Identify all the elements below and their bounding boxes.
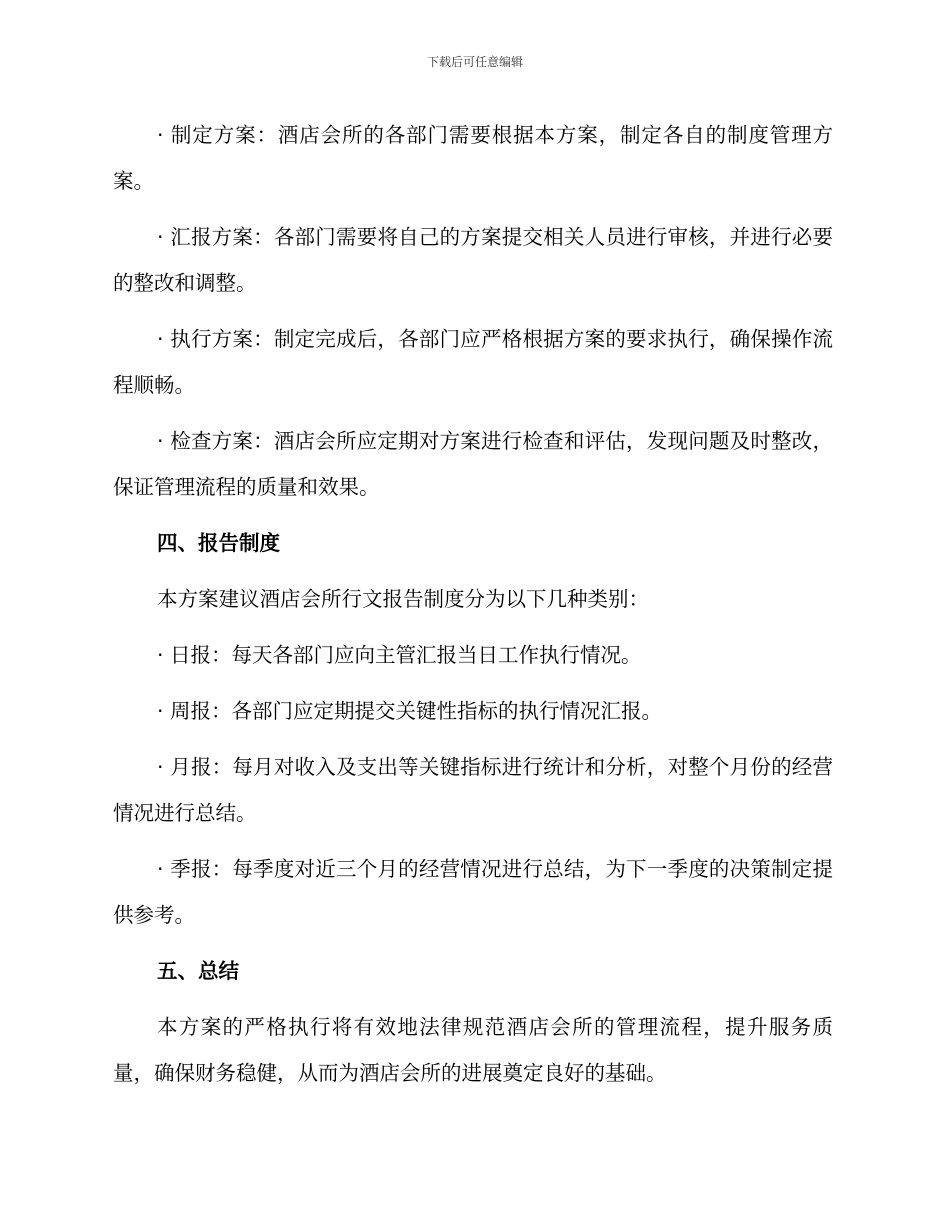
bullet-paragraph-inspect-plan: · 检查方案：酒店会所应定期对方案进行检查和评估，发现问题及时整改，保证管理流程的质量和效果。 bbox=[113, 429, 833, 499]
bullet-paragraph-formulate-plan: · 制定方案：酒店会所的各部门需要根据本方案，制定各自的制度管理方案。 bbox=[113, 123, 833, 193]
summary-paragraph: 本方案的严格执行将有效地法律规范酒店会所的管理流程，提升服务质量，确保财务稳健，从而为酒店会所的进展奠定良好的基础。 bbox=[113, 1015, 833, 1085]
bullet-paragraph-execute-plan: · 执行方案：制定完成后，各部门应严格根据方案的要求执行，确保操作流程顺畅。 bbox=[113, 327, 833, 397]
bullet-paragraph-report-plan: · 汇报方案：各部门需要将自己的方案提交相关人员进行审核，并进行必要的整改和调整。 bbox=[113, 225, 833, 295]
document-body bbox=[113, 112, 833, 1106]
intro-paragraph-report-types: 本方案建议酒店会所行文报告制度分为以下几种类别： bbox=[157, 587, 649, 611]
page-header-note: 下载后可任意编辑 bbox=[426, 55, 523, 69]
section-heading-summary: 五、总结 bbox=[157, 959, 239, 983]
bullet-paragraph-daily-report: · 日报：每天各部门应向主管汇报当日工作执行情况。 bbox=[157, 643, 642, 667]
bullet-paragraph-monthly-report: · 月报：每月对收入及支出等关键指标进行统计和分析，对整个月份的经营情况进行总结。 bbox=[113, 755, 833, 825]
bullet-paragraph-quarterly-report: · 季报：每季度对近三个月的经营情况进行总结，为下一季度的决策制定提供参考。 bbox=[113, 857, 833, 927]
bullet-paragraph-weekly-report: · 周报：各部门应定期提交关键性指标的执行情况汇报。 bbox=[157, 699, 663, 723]
section-heading-reporting-system: 四、报告制度 bbox=[157, 531, 280, 555]
